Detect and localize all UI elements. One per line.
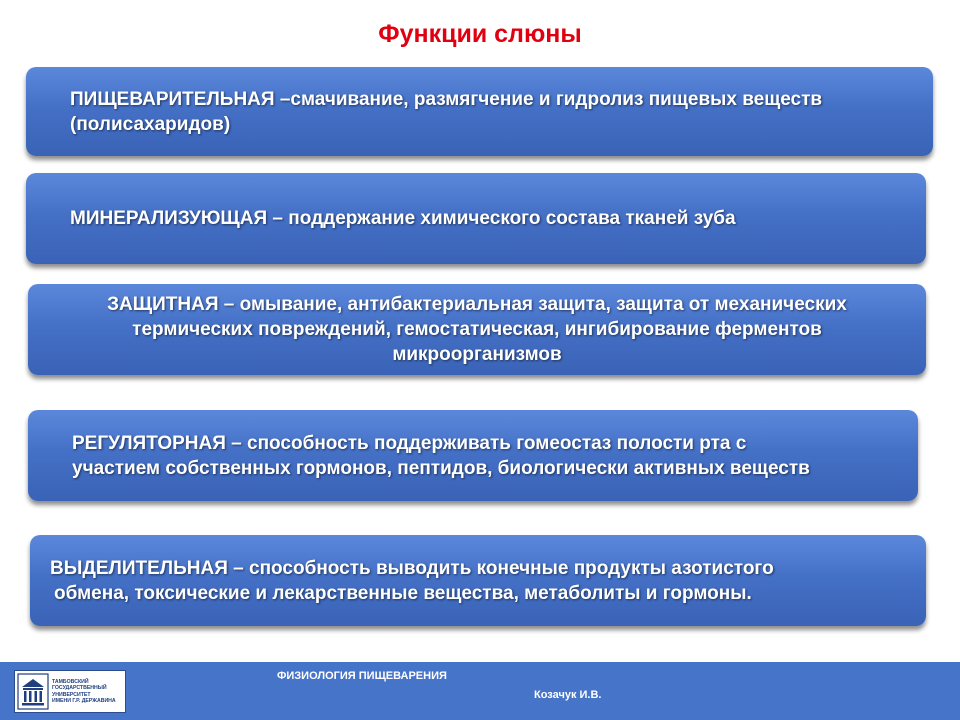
function-box-excretory bbox=[30, 535, 926, 626]
function-box-protective bbox=[28, 284, 926, 375]
function-line: ЗАЩИТНАЯ – омывание, антибактериальная защита, защита от механических bbox=[107, 294, 847, 315]
slide-title: Функции слюны bbox=[378, 20, 582, 48]
function-line: ПИЩЕВАРИТЕЛЬНАЯ –смачивание, размягчение и гидролиз пищевых веществ bbox=[70, 88, 823, 110]
function-line: термических повреждений, гемостатическая, ингибирование ферментов bbox=[132, 319, 822, 340]
author-name: Козачук И.В. bbox=[534, 689, 602, 701]
function-box-digestive bbox=[26, 67, 933, 156]
function-line: участием собственных гормонов, пептидов, биологически активных веществ bbox=[72, 457, 810, 479]
logo-text: ТАМБОВСКИЙ ГОСУДАРСТВЕННЫЙ УНИВЕРСИТЕТ ИМЕНИ Г.Р. ДЕРЖАВИНА bbox=[52, 679, 116, 704]
function-box-mineralizing bbox=[26, 173, 926, 264]
function-line: обмена, токсические и лекарственные вещества, метаболиты и гормоны. bbox=[54, 582, 752, 604]
university-building-icon bbox=[17, 673, 49, 710]
course-subject: ФИЗИОЛОГИЯ ПИЩЕВАРЕНИЯ bbox=[277, 670, 447, 682]
footer-bar bbox=[0, 660, 960, 720]
function-line: ВЫДЕЛИТЕЛЬНАЯ – способность выводить конечные продукты азотистого bbox=[50, 557, 774, 579]
function-line: РЕГУЛЯТОРНАЯ – способность поддерживать гомеостаз полости рта с bbox=[72, 432, 747, 454]
function-line: (полисахаридов) bbox=[70, 113, 231, 135]
function-line: МИНЕРАЛИЗУЮЩАЯ – поддержание химического состава тканей зуба bbox=[70, 208, 736, 229]
university-logo bbox=[14, 670, 126, 713]
function-line: микроорганизмов bbox=[392, 344, 562, 365]
function-box-regulatory bbox=[28, 410, 918, 501]
